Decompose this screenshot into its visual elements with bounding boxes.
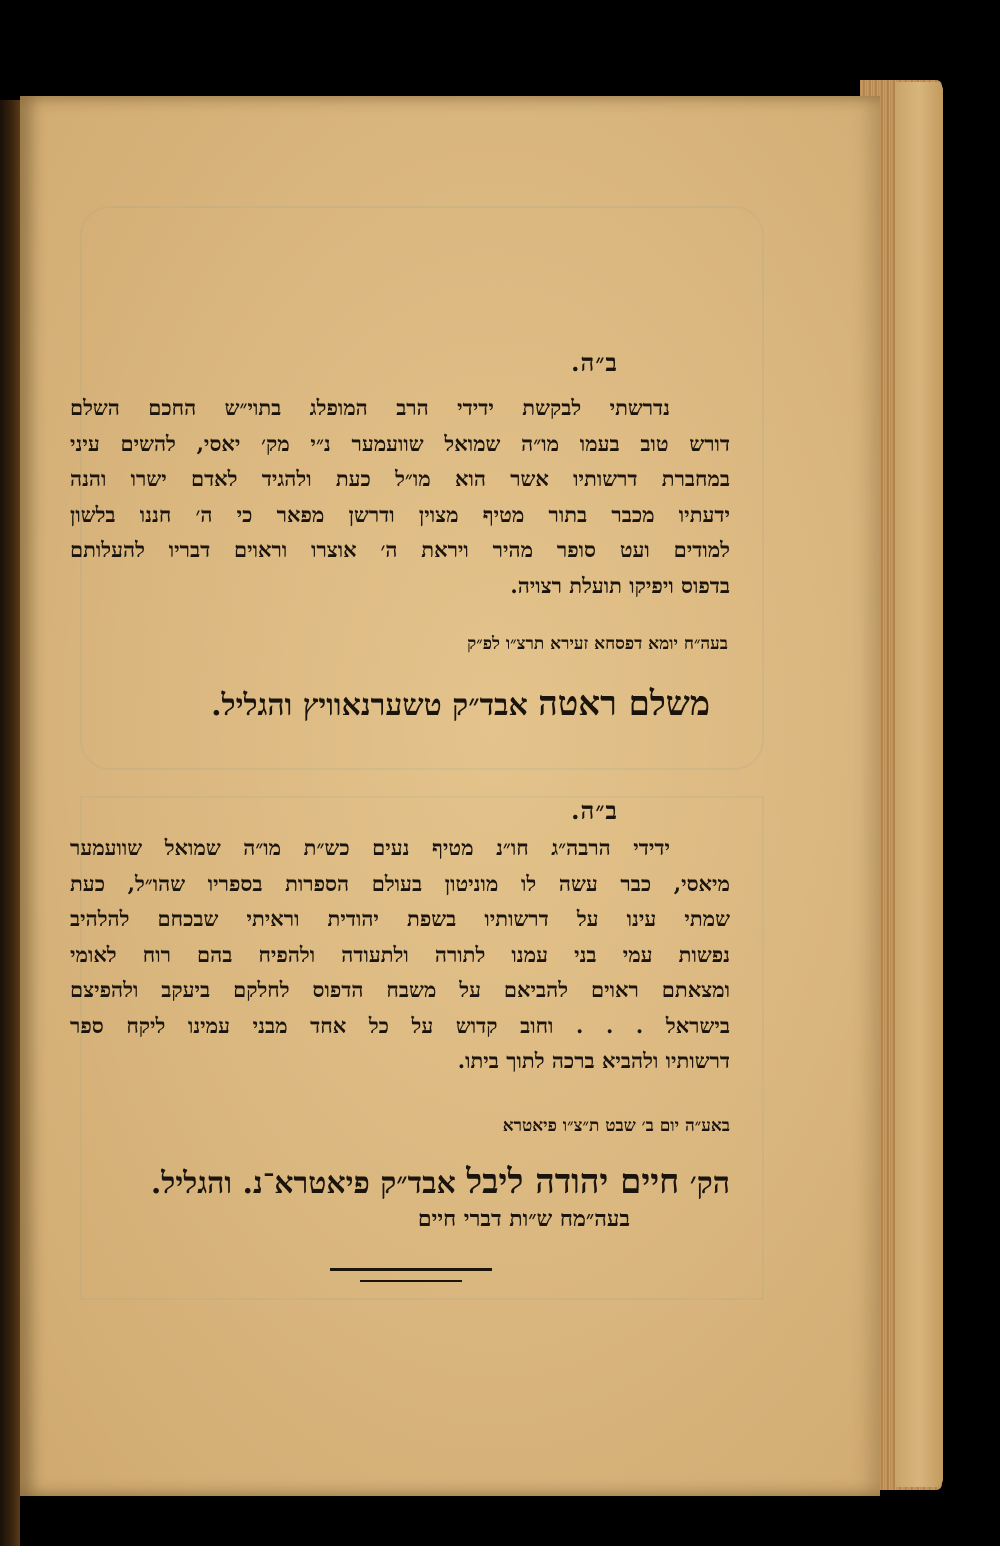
approbation-1-dateline: בעה״ח יומא דפסחא זעירא תרצ״ו לפ״ק: [467, 634, 728, 654]
book-spine-left: [0, 100, 20, 1546]
approbation-2-signature: [151, 1162, 730, 1202]
approbation-2-line: ומצאתם ראוים להביאם על משבח הדפוס לחלקם ביעקב ולהפיצם: [70, 977, 730, 1002]
approbation-1-signer-title: אבד״ק טשערנאוויץ והגליל.: [211, 688, 528, 723]
approbation-1-text: [70, 390, 730, 603]
approbation-2-signer-work: בעה״מח ש״ות דברי חיים: [417, 1206, 630, 1232]
approbation-2-signer-prefix: הק׳: [689, 1166, 730, 1201]
approbation-2-line: מיאסי, כבר עשה לו מוניטון בעולם הספרות בספריו שהו״ל, כעת: [70, 870, 730, 896]
approbation-1-line: נדרשתי לבקשת ידידי הרב המופלג בתוי״ש החכם השלם: [70, 395, 670, 420]
approbation-2-line: דרשותיו ולהביא ברכה לתוך ביתו.: [457, 1048, 730, 1073]
approbation-2-text: [70, 830, 730, 1079]
approbation-1-line: ידעתיו מכבר בתור מטיף מצוין ודרשן מפאר כי ה׳ חננו בלשון: [70, 501, 730, 527]
approbation-2-line: נפשות עמי בני עמנו לתורה ולתעודה ולהפיח בהם רוח לאומי: [70, 941, 730, 967]
approbation-1-signer-name: משלם ראטה: [538, 684, 710, 724]
approbation-2-heading: ב״ה.: [571, 796, 618, 825]
approbation-2-line: שמתי עינו על דרשותיו בשפת יהודית וראיתי שבכחם להלהיב: [70, 906, 730, 931]
approbation-2-line: בישראל . . . וחוב קדוש על כל אחד מבני עמינו ליקח ספר: [70, 1012, 730, 1038]
closing-rule-bottom: [360, 1280, 462, 1282]
closing-rule-top: [330, 1268, 492, 1271]
approbation-1-line: דורש טוב בעמו מו״ה שמואל שוועמער נ״י מק׳ יאסי, להשים עיני: [70, 430, 730, 456]
book-page: [20, 96, 880, 1496]
page-block-edge: [895, 82, 943, 1487]
approbation-2-dateline: באע״ה יום ב׳ שבט ת״צ״ו פיאטרא: [502, 1116, 730, 1136]
approbation-1-signature: [211, 684, 710, 724]
approbation-1-line: במחברת דרשותיו אשר הוא מו״ל כעת ולהגיד לאדם ישרו והנה: [70, 466, 730, 491]
approbation-2-signer-title: אבד״ק פיאטרא־נ. והגליל.: [150, 1166, 456, 1201]
approbation-1-heading: ב״ה.: [571, 348, 618, 377]
approbation-1-line: למודים ועט סופר מהיר ויראת ה׳ אוצרו וראוים דבריו להעלותם: [70, 537, 730, 562]
approbation-1-line: בדפוס ויפיקו תועלת רצויה.: [510, 572, 730, 598]
approbation-2-signer-name: חיים יהודה ליבל: [466, 1162, 680, 1202]
approbation-2-line: ידידי הרבה״ג חו״נ מטיף נעים כש״ת מו״ה שמואל שוועמער: [70, 835, 670, 860]
